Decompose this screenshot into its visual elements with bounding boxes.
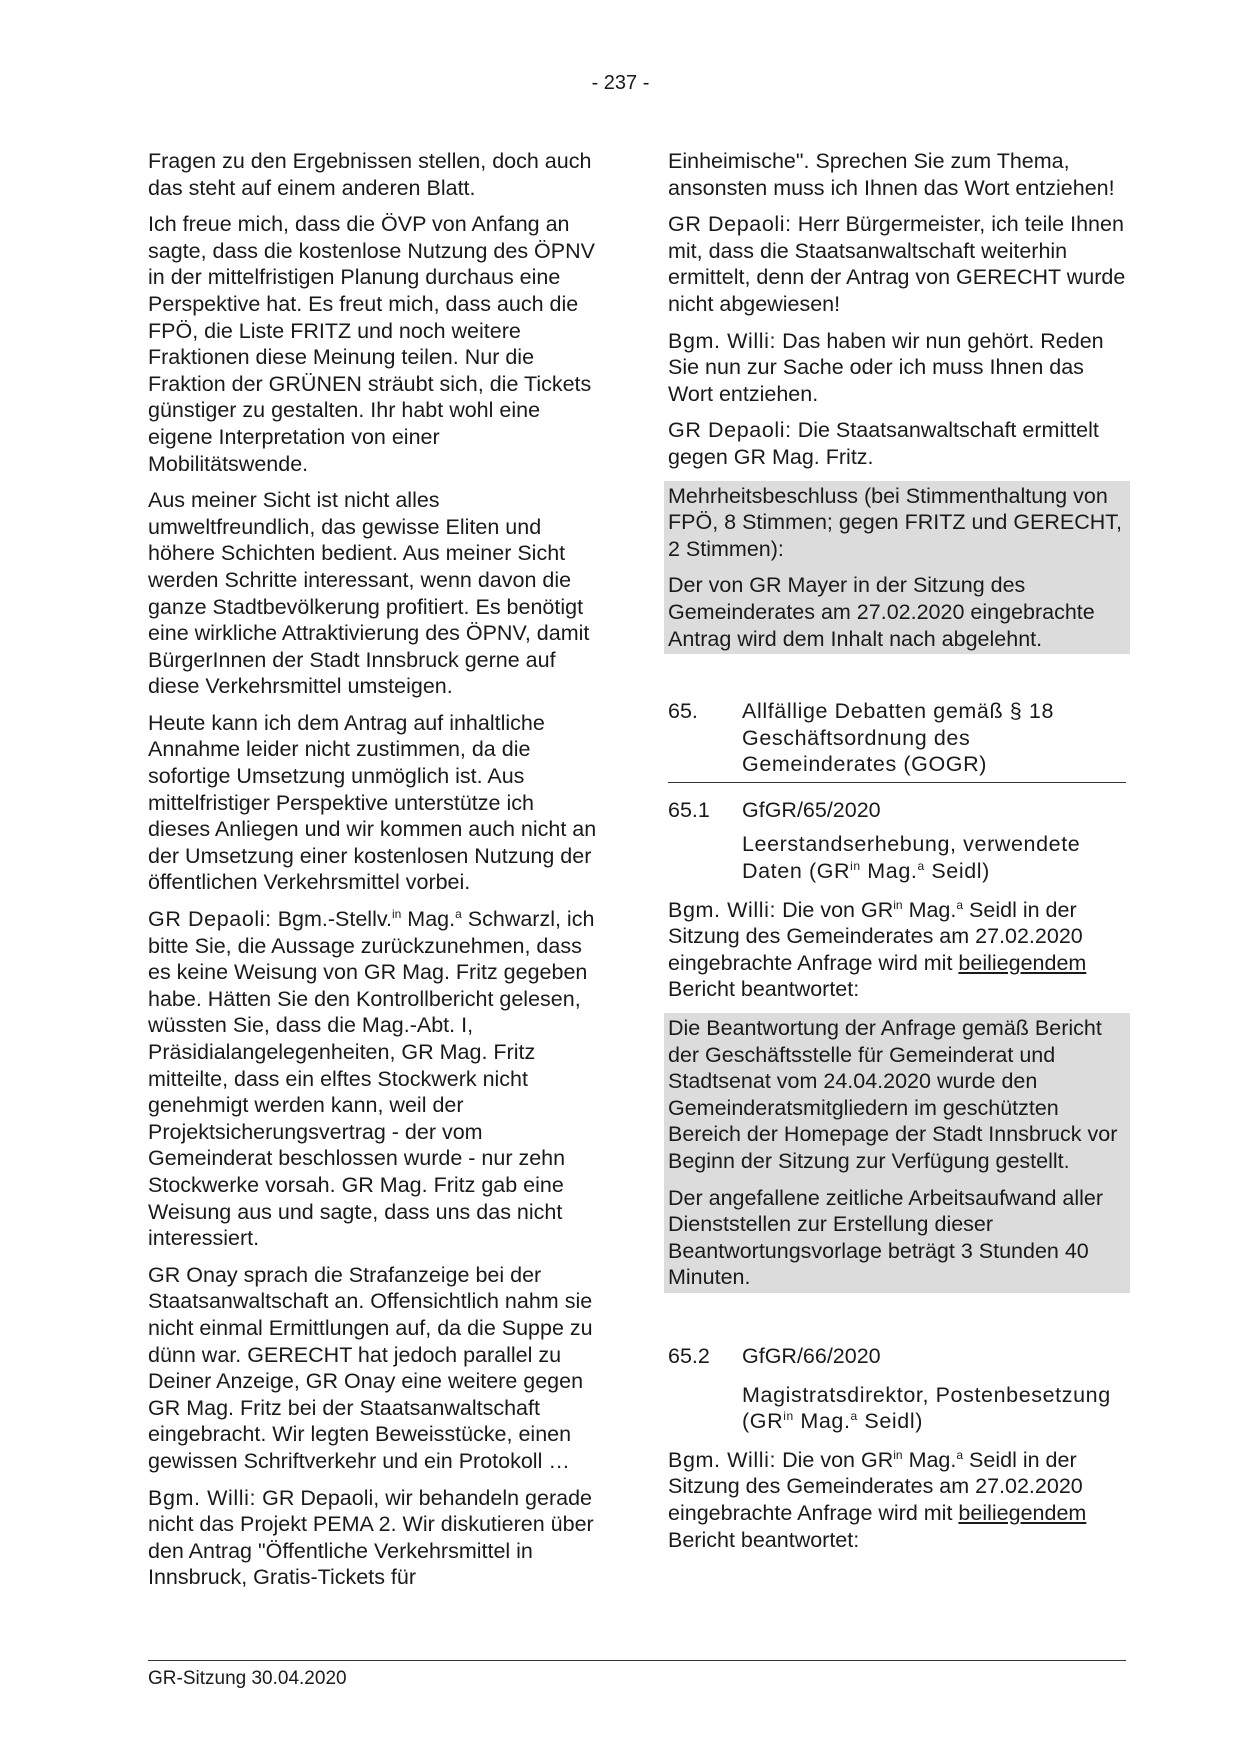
item-subject: Leerstandserhebung, verwendete Daten ($GR^{in}$ Mag.$^a$ Seidl) [742,832,1081,884]
agenda-item-65 [668,698,1126,778]
item-subject-row [668,831,1126,884]
speaker-name: GR Depaoli: [668,212,792,237]
item-number: 65. [668,699,698,724]
paragraph: Ich freue mich, dass die ÖVP von Anfang an sagte, dass die kostenlose Nutzung des ÖPNV in der mittelfristigen Planung durchaus eine Perspektive hat. Es freut mich, dass auch die FPÖ, die Liste FRITZ und noch weitere Fraktionen diese Meinung teilen. Nur die Fraktion der GRÜNEN sträubt sich, die Tickets günstiger zu gestalten. Ihr habt wohl eine eigene Interpretation von einer Mobilitätswende. [148,212,595,476]
section-divider [668,782,1126,783]
footer-divider [148,1660,1126,1661]
speaker-name: Bgm. Willi: [668,328,777,353]
speaker-name: GR Depaoli: [668,418,792,443]
speech-paragraph: Bgm. Willi: Die von $GR^{in}$ Mag.$^a$ Seidl in der Sitzung des Gemeinderates am 27.02.2020 eingebrachte Anfrage wird mit beiliegendem Bericht beantwortet: [668,1447,1087,1552]
resolution-text: Der von GR Mayer in der Sitzung des Gemeinderates am 27.02.2020 eingebrachte Antrag wird dem Inhalt nach abgelehnt. [668,573,1095,651]
speech-paragraph: Bgm. Willi: Das haben wir nun gehört. Reden Sie nun zur Sache oder ich muss Ihnen das Wort entziehen. [668,328,1104,406]
speech-paragraph: GR Depaoli: Bgm.-Stellv.$^{in}$ Mag.$^a$ Schwarzl, ich bitte Sie, die Aussage zurückzunehmen, dass es keine Weisung von GR Mag. Fritz gegeben habe. Hätten Sie den Kontrollbericht gelesen, wüssten Sie, dass die Mag.-Abt. I, Präsidialangelegenheiten, GR Mag. Fritz mitteilte, dass ein elftes Stockwerk nicht genehmigt werden kann, weil der Projektsicherungsvertrag - der vom Gemeinderat beschlossen wurde - nur zehn Stockwerke vorsah. GR Mag. Fritz gab eine Weisung aus und sagte, dass uns das nicht interessiert. [148,907,595,1251]
item-title: Allfällige Debatten gemäß § 18 Geschäftsordnung des Gemeinderates (GOGR) [742,699,1055,777]
speaker-name: Bgm. Willi: [148,1485,257,1510]
speech-paragraph: Bgm. Willi: Die von $GR^{in}$ Mag.$^a$ Seidl in der Sitzung des Gemeinderates am 27.02.2020 eingebrachte Anfrage wird mit beiliegendem Bericht beantwortet: [668,897,1087,1002]
item-number: 65.1 [668,797,710,822]
agenda-item-65-1 [668,797,1126,824]
answer-text: Die Beantwortung der Anfrage gemäß Bericht der Geschäftsstelle für Gemeinderat und Stadtsenat vom 24.04.2020 wurde den Gemeinderatsmitgliedern im geschützten Bereich der Homepage der Stadt Innsbruck vor Beginn der Sitzung zur Verfügung gestellt. [668,1016,1118,1173]
speech-paragraph: GR Depaoli: Die Staatsanwaltschaft ermittelt gegen GR Mag. Fritz. [668,418,1099,469]
page-number: - 237 - [591,72,650,94]
paragraph: Fragen zu den Ergebnissen stellen, doch auch das steht auf einem anderen Blatt. [148,149,592,200]
attachment-link[interactable]: beiliegendem [958,950,1087,975]
right-column [668,148,1126,1563]
speaker-name: GR Depaoli: [148,907,272,932]
footer-session-date: GR-Sitzung 30.04.2020 [148,1668,347,1689]
attachment-link[interactable]: beiliegendem [958,1500,1087,1525]
speech-paragraph: Bgm. Willi: GR Depaoli, wir behandeln gerade nicht das Projekt PEMA 2. Wir diskutieren über den Antrag "Öffentliche Verkehrsmittel in Innsbruck, Gratis-Tickets für [148,1485,594,1590]
left-column [148,148,600,1601]
paragraph: Heute kann ich dem Antrag auf inhaltliche Annahme leider nicht zustimmen, da die sofortige Umsetzung unmöglich ist. Aus mittelfristiger Perspektive unterstütze ich dieses Anliegen und wir kommen auch nicht an der Umsetzung einer kostenlosen Nutzung der öffentlichen Verkehrsmittel vorbei. [148,710,597,895]
paragraph: Aus meiner Sicht ist nicht alles umweltfreundlich, das gewisse Eliten und höhere Schichten bedient. Aus meiner Sicht werden Schritte interessant, wenn davon die ganze Stadtbevölkerung profitiert. Es benötigt eine wirkliche Attraktivierung des ÖPNV, damit BürgerInnen der Stadt Innsbruck gerne auf diese Verkehrsmittel umsteigen. [148,488,590,699]
agenda-item-65-2 [668,1343,1126,1370]
resolution-vote: Mehrheitsbeschluss (bei Stimmenthaltung von FPÖ, 8 Stimmen; gegen FRITZ und GERECHT, 2 Stimmen): [668,483,1123,561]
item-subject: Magistratsdirektor, Postenbesetzung ($GR^{in}$ Mag.$^a$ Seidl) [742,1382,1111,1434]
item-code: GfGR/66/2020 [742,1343,881,1368]
workload-text: Der angefallene zeitliche Arbeitsaufwand aller Dienststellen zur Erstellung dieser Beantwortungsvorlage beträgt 3 Stunden 40 Minuten. [668,1185,1104,1290]
answer-box [664,1013,1130,1293]
item-subject-row [668,1382,1126,1435]
resolution-box [664,481,1130,655]
speaker-name: Bgm. Willi: [668,1447,777,1472]
paragraph: Einheimische". Sprechen Sie zum Thema, ansonsten muss ich Ihnen das Wort entziehen! [668,149,1115,200]
speaker-name: Bgm. Willi: [668,897,777,922]
paragraph: GR Onay sprach die Strafanzeige bei der Staatsanwaltschaft an. Offensichtlich nahm sie nicht einmal Ermittlungen auf, da die Suppe zu dünn war. GERECHT hat jedoch parallel zu Deiner Anzeige, GR Onay eine weitere gegen GR Mag. Fritz bei der Staatsanwaltschaft eingebracht. Wir legten Beweisstücke, einen gewissen Schriftverkehr und ein Protokoll … [148,1262,593,1473]
item-number: 65.2 [668,1343,710,1368]
speech-paragraph: GR Depaoli: Herr Bürgermeister, ich teile Ihnen mit, dass die Staatsanwaltschaft weiterhin ermittelt, denn der Antrag von GERECHT wurde nicht abgewiesen! [668,212,1126,316]
item-code: GfGR/65/2020 [742,797,881,822]
